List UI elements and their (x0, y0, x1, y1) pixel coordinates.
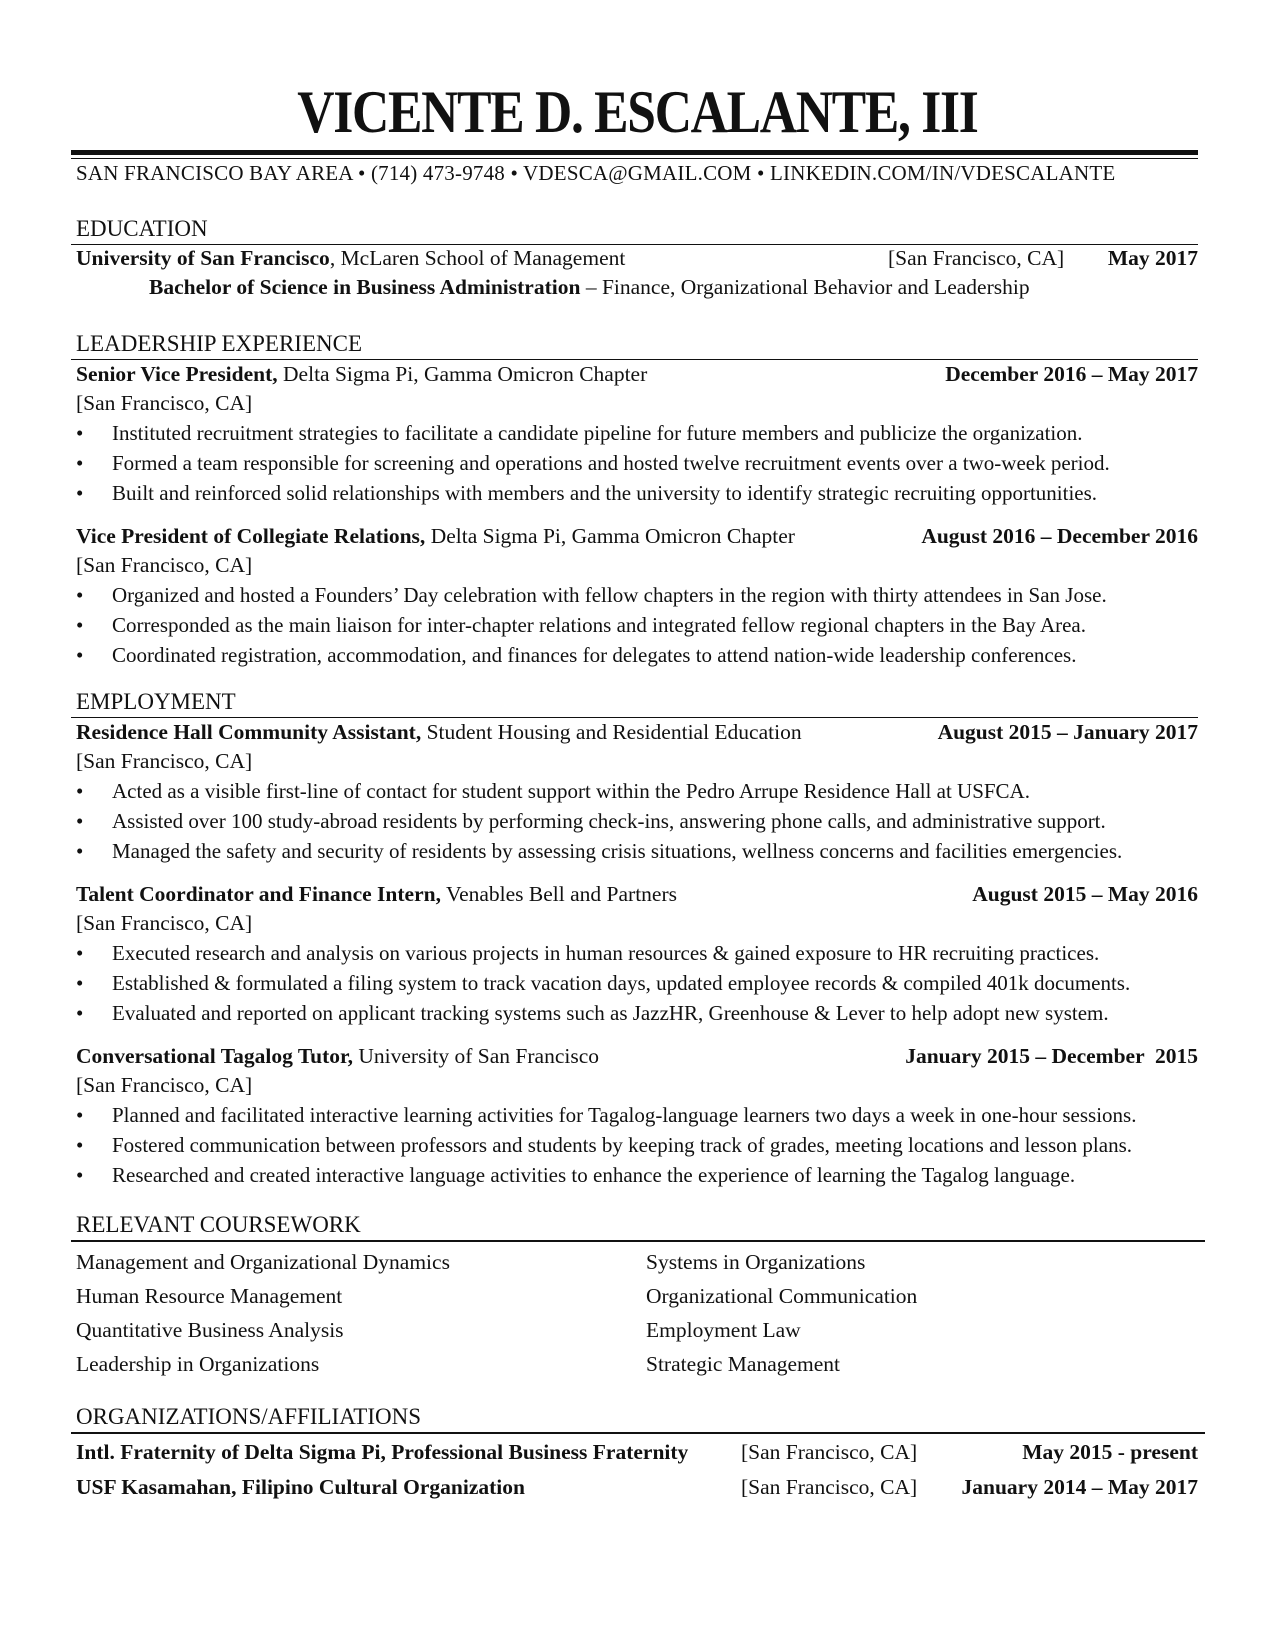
bullet-item: • Formed a team responsible for screening and operations and hosted twelve recruitment events over a two-week period. (76, 451, 1110, 475)
job-title: Vice President of Collegiate Relations, Delta Sigma Pi, Gamma Omicron Chapter (76, 524, 795, 548)
bullet-item: • Evaluated and reported on applicant tracking systems such as JazzHR, Greenhouse & Lever to help adopt new system. (76, 1001, 1109, 1025)
education-location: [San Francisco, CA] (888, 246, 1065, 270)
job-title: Talent Coordinator and Finance Intern, Venables Bell and Partners (76, 882, 678, 906)
course-item: Organizational Communication (646, 1284, 918, 1308)
education-date: May 2017 (1107, 246, 1198, 270)
org-date: January 2014 – May 2017 (961, 1475, 1198, 1499)
job-date: August 2015 – May 2016 (972, 882, 1198, 906)
job-title: Senior Vice President, Delta Sigma Pi, Gamma Omicron Chapter (76, 362, 648, 386)
course-item: Leadership in Organizations (76, 1352, 320, 1376)
bullet-item: • Fostered communication between professors and students by keeping track of grades, meeting locations and lesson plans. (76, 1133, 1132, 1157)
section-rule (71, 1240, 1205, 1242)
section-rule (71, 359, 1198, 360)
course-item: Employment Law (646, 1318, 801, 1342)
bullet-item: • Instituted recruitment strategies to facilitate a candidate pipeline for future members and publicize the organization. (76, 421, 1083, 445)
section-rule (71, 244, 1198, 245)
course-item: Quantitative Business Analysis (76, 1318, 344, 1342)
org-name: USF Kasamahan, Filipino Cultural Organization (76, 1475, 525, 1499)
header-rule-thin (71, 158, 1198, 159)
org-date: May 2015 - present (1022, 1440, 1198, 1464)
section-title-employment: EMPLOYMENT (76, 689, 236, 714)
job-date: December 2016 – May 2017 (945, 362, 1198, 386)
bullet-item: • Executed research and analysis on various projects in human resources & gained exposure to HR recruiting practices. (76, 941, 1100, 965)
job-title: Conversational Tagalog Tutor, University of San Francisco (76, 1044, 600, 1068)
org-name: Intl. Fraternity of Delta Sigma Pi, Professional Business Fraternity (76, 1440, 689, 1464)
org-location: [San Francisco, CA] (741, 1475, 918, 1499)
course-item: Systems in Organizations (646, 1250, 866, 1274)
bullet-item: • Planned and facilitated interactive learning activities for Tagalog-language learners two days a week in one-hour sessions. (76, 1103, 1137, 1127)
job-title: Residence Hall Community Assistant, Student Housing and Residential Education (76, 720, 802, 744)
section-title-organizations: ORGANIZATIONS/AFFILIATIONS (76, 1404, 421, 1429)
job-date: August 2015 – January 2017 (937, 720, 1198, 744)
bullet-item: • Managed the safety and security of residents by assessing crisis situations, wellness concerns and facilities emergencies. (76, 839, 1123, 863)
section-rule (71, 1432, 1205, 1434)
header-rule-thick (71, 150, 1198, 155)
job-location: [San Francisco, CA] (76, 553, 253, 577)
course-item: Management and Organizational Dynamics (76, 1250, 450, 1274)
section-title-coursework: RELEVANT COURSEWORK (76, 1212, 361, 1237)
course-item: Human Resource Management (76, 1284, 343, 1308)
job-location: [San Francisco, CA] (76, 391, 253, 415)
section-rule (71, 717, 1198, 718)
job-location: [San Francisco, CA] (76, 1073, 253, 1097)
education-school: University of San Francisco, McLaren School of Management (76, 246, 626, 270)
bullet-item: • Acted as a visible first-line of contact for student support within the Pedro Arrupe Residence Hall at USFCA. (76, 779, 1030, 803)
job-date: January 2015 – December 2015 (905, 1044, 1198, 1068)
course-item: Strategic Management (646, 1352, 841, 1376)
section-title-education: EDUCATION (76, 216, 208, 241)
contact-line: SAN FRANCISCO BAY AREA • (714) 473-9748 • VDESCA@GMAIL.COM • LINKEDIN.COM/IN/VDESCALANTE (76, 161, 1116, 185)
bullet-item: • Corresponded as the main liaison for inter-chapter relations and integrated fellow regional chapters in the Bay Area. (76, 613, 1086, 637)
bullet-item: • Established & formulated a filing system to track vacation days, updated employee records & compiled 401k documents. (76, 971, 1131, 995)
resume-name: VICENTE D. ESCALANTE, III (297, 79, 978, 145)
job-location: [San Francisco, CA] (76, 911, 253, 935)
education-degree: Bachelor of Science in Business Administration – Finance, Organizational Behavior and Leadership (149, 275, 1030, 299)
bullet-item: • Built and reinforced solid relationships with members and the university to identify strategic recruiting opportunities. (76, 481, 1098, 505)
bullet-item: • Researched and created interactive language activities to enhance the experience of learning the Tagalog language. (76, 1163, 1076, 1187)
bullet-item: • Assisted over 100 study-abroad residents by performing check-ins, answering phone calls, and administrative support. (76, 809, 1106, 833)
bullet-item: • Organized and hosted a Founders’ Day celebration with fellow chapters in the region with thirty attendees in San Jose. (76, 583, 1107, 607)
job-location: [San Francisco, CA] (76, 749, 253, 773)
org-location: [San Francisco, CA] (741, 1440, 918, 1464)
job-date: August 2016 – December 2016 (921, 524, 1198, 548)
section-title-leadership: LEADERSHIP EXPERIENCE (76, 331, 363, 356)
bullet-item: • Coordinated registration, accommodation, and finances for delegates to attend nation-wide leadership conferences. (76, 643, 1077, 667)
